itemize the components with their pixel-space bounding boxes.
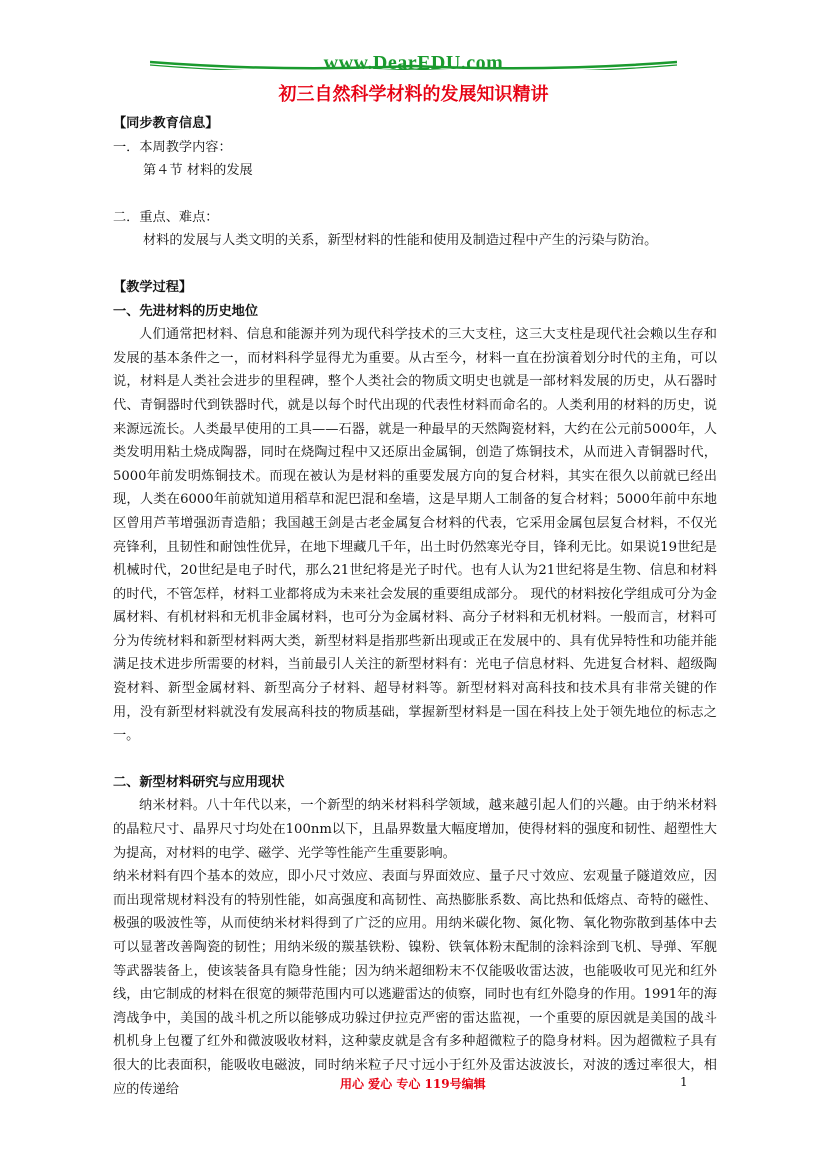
page-number: 1 <box>680 1075 688 1089</box>
section1-title: 一、先进材料的历史地位 <box>113 303 259 319</box>
process-heading: 【教学过程】 <box>113 279 193 295</box>
document-title: 初三自然科学材料的发展知识精讲 <box>278 84 549 105</box>
section2-title: 二、新型材料研究与应用现状 <box>113 774 285 790</box>
item2-value: 材料的发展与人类文明的关系，新型材料的性能和使用及制造过程中产生的污染与防治。 <box>143 233 658 249</box>
sync-info-heading: 【同步教育信息】 <box>113 116 219 131</box>
section2-paragraph-2: 纳米材料有四个基本的效应，即小尺寸效应、表面与界面效应、量子尺寸效应、宏观量子隧道效应，因而出现常规材料没有的特别性能，如高强度和高韧性、高热膨胀系数、高比热和低熔点、奇特的磁性、极强的吸波性等，从而使纳米材料得到了广泛的应用。用纳米碳化物、氮化物、氧化物弥散到基体中去可以显著改善陶瓷的韧性；用纳米级的羰基铁粉、镍粉、铁氧体粉末配制的涂料涂到飞机、导弹、军舰等武器装备上，使该装备具有隐身性能；因为纳米超细粉末不仅能吸收雷达波，也能吸收可见光和红外线，由它制成的材料在很宽的频带范围内可以逃避雷达的侦察，同时也有红外隐身的作用。1991年的海湾战争中，美国的战斗机之所以能够成功躲过伊拉克严密的雷达监视，一个重要的原因就是美国的战斗机机身上包覆了红外和微波吸收材料，这种蒙皮就是含有多种超微粒子的隐身材料。因为超微粒子具有很大的比表面积，能吸收电磁波，同时纳米粒子尺寸远小于红外及雷达波波长，对波的透过率很大，相应的传递给 <box>113 869 717 1097</box>
page-footer <box>0 1075 827 1095</box>
item2-label: 二．重点、难点： <box>113 209 219 225</box>
section2-paragraph-1: 纳米材料。八十年代以来，一个新型的纳米材料科学领域，越来越引起人们的兴趣。由于纳米材料的晶粒尺寸、晶界尺寸均处在100nm以下，且晶界数量大幅度增加，使得材料的强度和韧性、超塑性大为提高，对材料的电学、磁学、光学等性能产生重要影响。 <box>113 798 717 861</box>
footer-slogan: 用心 爱心 专心 119号编辑 <box>340 1077 486 1091</box>
document-body <box>113 112 717 1101</box>
section1-paragraph: 人们通常把材料、信息和能源并列为现代科学技术的三大支柱，这三大支柱是现代社会赖以生存和发展的基本条件之一，而材料科学显得尤为重要。从古至今，材料一直在扮演着划分时代的主角，可以说，材料是人类社会进步的里程碑，整个人类社会的物质文明史也就是一部材料发展的历史，从石器时代、青铜器时代到铁器时代，就是以每个时代出现的代表性材料而命名的。人类利用的材料的历史，说来源远流长。人类最早使用的工具——石器，就是一种最早的天然陶瓷材料，大约在公元前5000年，人类发明用粘土烧成陶器，同时在烧陶过程中又还原出金属铜，创造了炼铜技术，从而进入青铜器时代，5000年前发明炼铜技术。而现在被认为是材料的重要发展方向的复合材料，其实在很久以前就已经出现，人类在6000年前就知道用稻草和泥巴混和垒墙，这是早期人工制备的复合材料；5000年前中东地区曾用芦苇增强沥青造船；我国越王剑是古老金属复合材料的代表，它采用金属包层复合材料，不仅光亮锋利，且韧性和耐蚀性优异，在地下埋藏几千年，出土时仍然寒光夺目，锋利无比。如果说19世纪是机械时代，20世纪是电子时代，那么21世纪将是光子时代。也有人认为21世纪将是生物、信息和材料的时代，不管怎样，材料工业都将成为未来社会发展的重要组成部分。 现代的材料按化学组成可分为金属材料、有机材料和无机非金属材料，也可分为金属材料、高分子材料和无机材料。一般而言，材料可分为传统材料和新型材料两大类，新型材料是指那些新出现或正在发展中的、具有优异特性和功能并能满足技术进步所需要的材料，当前最引人关注的新型材料有：光电子信息材料、先进复合材料、超级陶瓷材料、新型金属材料、新型高分子材料、超导材料等。新型材料对高科技和技术具有非常关键的作用，没有新型材料就没有发展高科技的物质基础，掌握新型材料是一国在科技上处于领先地位的标志之一。 <box>113 327 717 744</box>
item1-label: 一．本周教学内容： <box>113 139 232 155</box>
item1-value: 第４节 材料的发展 <box>143 163 253 179</box>
site-url[interactable]: www.DearEDU.com <box>323 52 504 74</box>
